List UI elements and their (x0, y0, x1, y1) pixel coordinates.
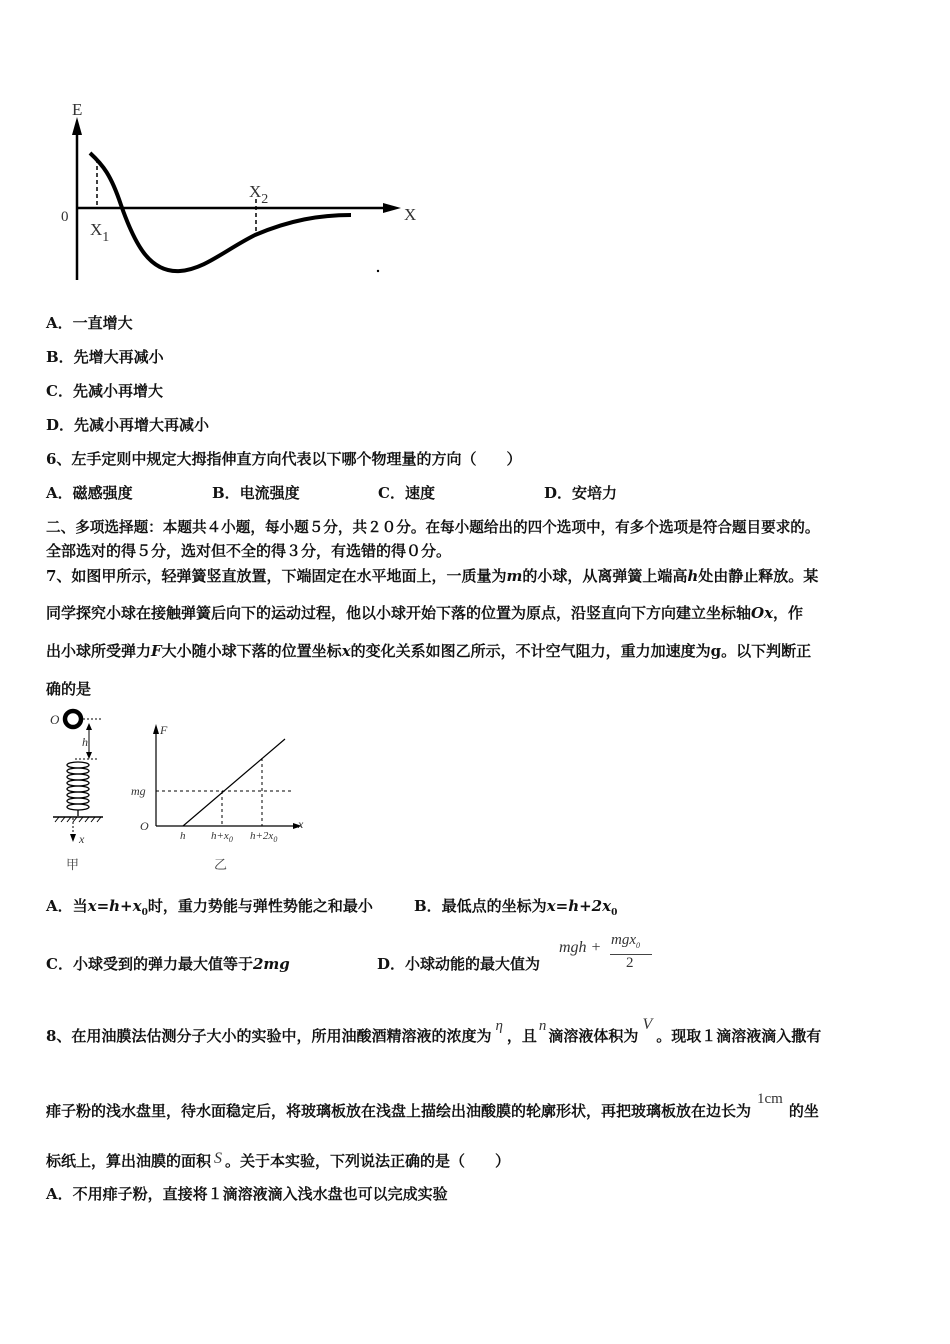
x-axis-down-label: x (79, 832, 85, 846)
q7-stem-line2: 同学探究小球在接触弹簧后向下的运动过程，他以小球开始下落的位置为原点，沿竖直向下方向建立坐标轴Ox，作 (46, 604, 804, 622)
tick-h-x0: $h+x_0$ (211, 830, 233, 844)
energy-position-graph (55, 95, 430, 285)
q8-stem-line1: 8、在用油膜法估测分子大小的实验中，所用油酸酒精溶液的浓度为η，且n滴溶液体积为V。现取１滴溶液滴入撒有 (46, 1016, 822, 1045)
x-axis-label: X (404, 205, 417, 224)
x2-label: $X_2$ (249, 182, 269, 207)
mg-label: mg (131, 784, 146, 798)
section2-line1: 二、多项选择题：本题共４小题，每小题５分，共２０分。在每小题给出的四个选项中，有多个选项是符合题目要求的。 (46, 519, 820, 536)
tick-h-2x0: $h+2x_0$ (250, 830, 278, 844)
q8-stem-line2: 痱子粉的浅水盘里，待水面稳定后，将玻璃板放在浅盘上描绘出油酸膜的轮廓形状，再把玻璃板放在边长为1cm的坐 (46, 1091, 819, 1120)
f-axis-label: F (160, 723, 168, 737)
x-axis-arrow (383, 203, 401, 213)
q7-stem-line3: 出小球所受弹力F大小随小球下落的位置坐标x的变化关系如图乙所示，不计空气阻力，重力加速度为g。以下判断正 (46, 642, 812, 660)
y-axis-arrow (72, 117, 82, 135)
q6-option-a: A．磁感强度 (46, 484, 133, 502)
q5-option-b: B．先增大再减小 (46, 348, 164, 366)
q5-option-d: D．先减小再增大再减小 (46, 416, 210, 434)
q7-stem-line1: 7、如图甲所示，轻弹簧竖直放置，下端固定在水平地面上，一质量为m的小球，从离弹簧上端高h处由静止释放。某 (46, 567, 819, 585)
fig-jia-caption: 甲 (66, 857, 80, 872)
x-axis-label: x (298, 817, 304, 831)
q7-option-d: D．小球动能的最大值为 (377, 955, 541, 973)
origin-label-o: O (50, 712, 60, 727)
q7-option-c: C．小球受到的弹力最大值等于2mg (46, 955, 290, 973)
force-position-graph (128, 718, 313, 878)
section2-line2: 全部选对的得５分，选对但不全的得３分，有选错的得０分。 (46, 542, 452, 560)
q8-stem-line3: 标纸上，算出油膜的面积 S 。关于本实验，下列说法正确的是（ ） (46, 1150, 511, 1170)
tick-h: h (180, 830, 186, 842)
q8-option-a: A．不用痱子粉，直接将１滴溶液滴入浅水盘也可以完成实验 (46, 1185, 448, 1203)
q5-option-c: C．先减小再增大 (46, 382, 163, 400)
energy-curve (90, 153, 351, 271)
q6-option-c: C．速度 (378, 484, 435, 502)
q7-option-a: A．当$x=h+x_0$时，重力势能与弹性势能之和最小 (46, 897, 373, 918)
q7-option-d-formula: mgh + mgx$_0$ 2 (559, 932, 659, 978)
fig-yi-caption: 乙 (214, 857, 228, 872)
stray-dot (377, 270, 379, 272)
spring-figure (45, 706, 115, 878)
q6-option-b: B．电流强度 (212, 484, 300, 502)
height-label: h (82, 735, 88, 749)
x1-label: $X_1$ (90, 220, 110, 245)
q6-option-d: D．安培力 (544, 484, 618, 502)
y-axis-label: E (72, 100, 83, 119)
q7-option-b: B．最低点的坐标为$x=h+2x_0$ (414, 897, 618, 918)
q5-option-a: A．一直增大 (46, 314, 133, 332)
origin-label: O (140, 819, 149, 833)
force-line (183, 739, 285, 826)
origin-label: 0 (61, 209, 69, 225)
spring-coil (67, 762, 89, 810)
q6-stem: 6、左手定则中规定大拇指伸直方向代表以下哪个物理量的方向（ ） (46, 450, 522, 468)
q7-stem-line4: 确的是 (46, 680, 92, 698)
ball (65, 711, 81, 727)
